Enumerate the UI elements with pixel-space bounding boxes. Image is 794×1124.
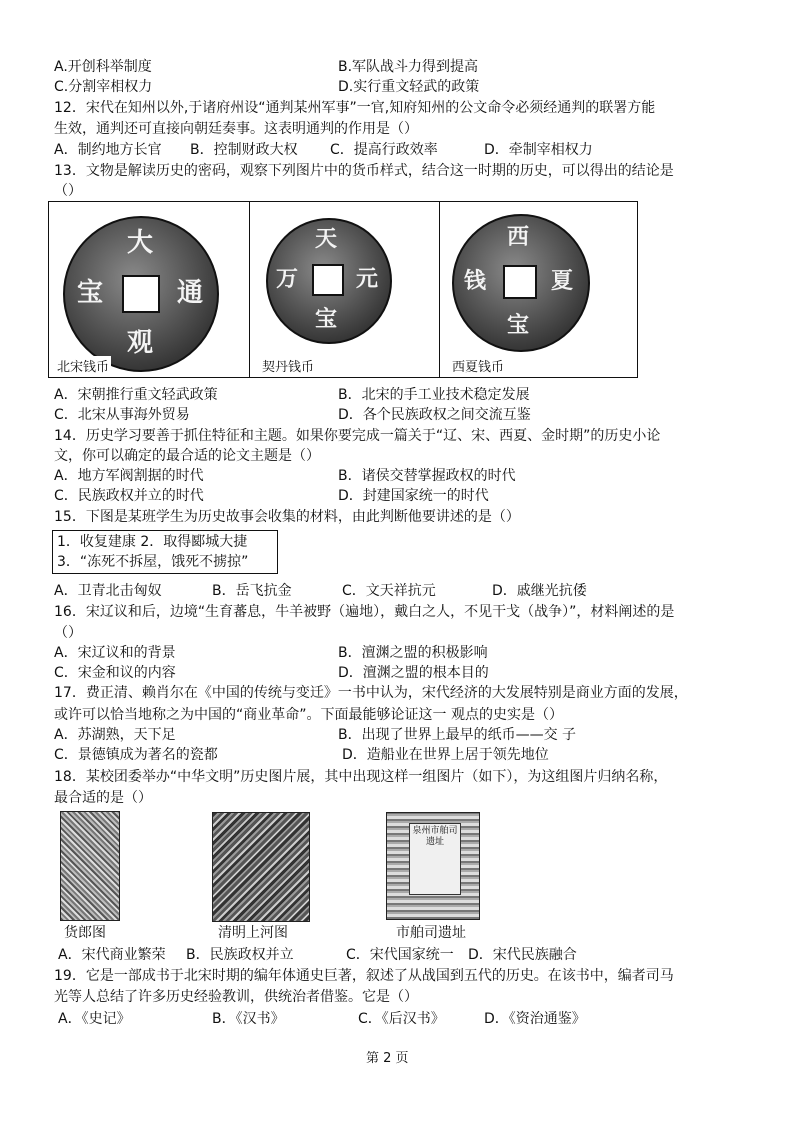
q15-option-b: B．岳飞抗金	[212, 583, 292, 599]
q16-option-a: A．宋辽议和的背景	[54, 645, 176, 661]
q13-stem-line2: （）	[54, 183, 82, 199]
q17-option-a: A．苏湖熟，天下足	[54, 727, 176, 743]
q13-stem-line1: 13．文物是解读历史的密码，观察下列图片中的货币样式，结合这一时期的历史，可以得出的结论是	[54, 163, 674, 179]
qingming-painting-image	[212, 812, 310, 922]
q18-option-d: D．宋代民族融合	[468, 947, 577, 963]
q13-option-d: D．各个民族政权之间交流互鉴	[338, 407, 531, 423]
q16-stem-line2: （）	[54, 625, 82, 641]
q19-option-b: B．《汉书》	[212, 1011, 285, 1027]
q14-option-c: C．民族政权并立的时代	[54, 488, 204, 504]
q14-option-d: D．封建国家统一的时代	[338, 488, 489, 504]
q16-stem-line1: 16．宋辽议和后，边境“生育蕃息，牛羊被野（遍地），戴白之人，不见干戈（战争）”，材料阐述的是	[54, 604, 675, 620]
huolang-caption: 货郎图	[64, 925, 106, 941]
coin-square-hole	[503, 265, 537, 299]
q19-option-a: A．《史记》	[58, 1011, 131, 1027]
q18-option-a: A．宋代商业繁荣	[58, 947, 166, 963]
q19-option-d: D．《资治通鉴》	[484, 1011, 586, 1027]
q11-option-b: B.军队战斗力得到提高	[338, 59, 479, 75]
coin-caption-northern-song: 北宋钱币	[55, 356, 111, 375]
q14-stem-line1: 14．历史学习要善于抓住特征和主题。如果你要完成一篇关于“辽、宋、西夏、金时期”的历史小论	[54, 428, 661, 444]
q13-option-c: C．北宋从事海外贸易	[54, 407, 190, 423]
coin-char-bottom: 观	[127, 328, 154, 358]
q15-box-line2: 3．“冻死不拆屋，饿死不掳掠”	[57, 554, 249, 570]
coin-panel-khitan	[249, 202, 439, 377]
coin-caption-khitan: 契丹钱币	[260, 356, 316, 375]
q17-option-d: D．造船业在世界上居于领先地位	[342, 747, 549, 763]
q12-option-c: C．提高行政效率	[330, 142, 438, 158]
q15-box-line1: 1．收复建康 2．取得郾城大捷	[57, 534, 248, 550]
q11-option-c: C.分割宰相权力	[54, 79, 153, 95]
coin-char-top: 大	[127, 228, 154, 258]
coin-char-left: 万	[276, 266, 299, 292]
coin-panel-northern-song	[49, 202, 249, 377]
q17-option-c: C．景德镇成为著名的瓷都	[54, 747, 218, 763]
coin-figure	[48, 201, 638, 378]
coin-char-bottom: 宝	[507, 312, 530, 338]
northern-song-coin-image	[63, 216, 219, 372]
q12-stem-line2: 生效，通判还可直接向朝廷奏事。这表明通判的作用是（）	[54, 121, 418, 137]
coin-char-right: 通	[177, 278, 204, 308]
q14-option-a: A．地方军阀割据的时代	[54, 468, 204, 484]
shibosi-caption: 市舶司遗址	[396, 925, 466, 941]
coin-char-right: 元	[356, 266, 379, 292]
q18-stem-line1: 18．某校团委举办“中华文明”历史图片展，其中出现这样一组图片（如下），为这组图片归纳名称，	[54, 769, 668, 785]
western-xia-coin-image	[452, 214, 590, 352]
q14-stem-line2: 文，你可以确定的最合适的论文主题是（）	[54, 448, 320, 464]
qingming-caption: 清明上河图	[218, 925, 288, 941]
shibosi-site-image	[386, 812, 480, 920]
q17-stem-line2: 或许可以恰当地称之为中国的“商业革命”。下面最能够论证这一 观点的史实是（）	[54, 707, 563, 723]
q17-option-b: B．出现了世界上最早的纸币——交 子	[338, 727, 577, 743]
q13-option-b: B．北宋的手工业技术稳定发展	[338, 387, 530, 403]
coin-square-hole	[122, 275, 160, 313]
shibosi-stele	[409, 823, 461, 895]
q12-option-b: B．控制财政大权	[190, 142, 298, 158]
q12-stem-line1: 12．宋代在知州以外,于诸府州设“通判某州军事”一官,知府知州的公文命令必须经通判的联署方能	[54, 100, 656, 116]
coin-char-left: 宝	[77, 278, 104, 308]
coin-caption-western-xia: 西夏钱币	[450, 356, 506, 375]
coin-char-right: 夏	[551, 268, 574, 294]
stele-inscription: 泉州市舶司遗址	[412, 826, 458, 847]
q11-option-d: D.实行重文轻武的政策	[338, 79, 480, 95]
q15-material-box	[52, 530, 278, 574]
huolang-painting-image	[60, 811, 120, 921]
coin-square-hole	[312, 264, 344, 296]
coin-char-top: 天	[315, 226, 338, 252]
coin-panel-western-xia	[439, 202, 636, 377]
q18-option-c: C．宋代国家统一	[346, 947, 454, 963]
q19-stem-line1: 19．它是一部成书于北宋时期的编年体通史巨著，叙述了从战国到五代的历史。在该书中，编者司马	[54, 968, 674, 984]
q14-option-b: B．诸侯交替掌握政权的时代	[338, 468, 516, 484]
q18-option-b: B．民族政权并立	[186, 947, 294, 963]
page-number: 第 2 页	[366, 1051, 409, 1066]
q16-option-c: C．宋金和议的内容	[54, 665, 176, 681]
q13-option-a: A．宋朝推行重文轻武政策	[54, 387, 218, 403]
q15-option-a: A．卫青北击匈奴	[54, 583, 162, 599]
q19-option-c: C．《后汉书》	[358, 1011, 445, 1027]
q18-stem-line2: 最合适的是（）	[54, 790, 152, 806]
q19-stem-line2: 光等人总结了许多历史经验教训，供统治者借鉴。它是（）	[54, 989, 418, 1005]
q16-option-b: B．澶渊之盟的积极影响	[338, 645, 488, 661]
khitan-coin-image	[266, 218, 392, 344]
q11-option-a: A.开创科举制度	[54, 59, 152, 75]
q17-stem-line1: 17．费正清、赖肖尔在《中国的传统与变迁》一书中认为，宋代经济的大发展特别是商业方面的发展，	[54, 685, 688, 701]
q15-option-c: C．文天祥抗元	[342, 583, 436, 599]
q12-option-d: D．牵制宰相权力	[484, 142, 593, 158]
coin-char-top: 西	[507, 224, 530, 250]
coin-char-bottom: 宝	[315, 306, 338, 332]
q16-option-d: D．澶渊之盟的根本目的	[338, 665, 489, 681]
coin-char-left: 钱	[464, 268, 487, 294]
q12-option-a: A．制约地方长官	[54, 142, 162, 158]
q15-option-d: D．戚继光抗倭	[492, 583, 587, 599]
q15-stem: 15．下图是某班学生为历史故事会收集的材料，由此判断他要讲述的是（）	[54, 509, 520, 525]
